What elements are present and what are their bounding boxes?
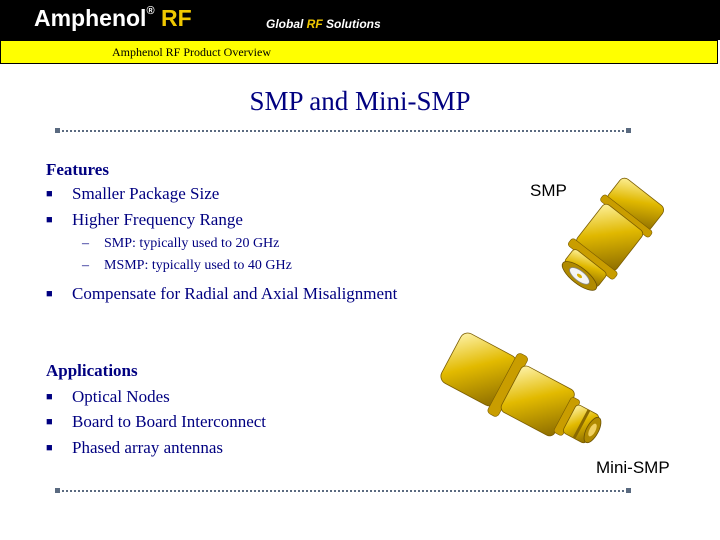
brand-name: Amphenol (34, 5, 147, 31)
dash-bullet-icon: – (82, 258, 89, 273)
feature-item-3: Compensate for Radial and Axial Misalignment (72, 284, 398, 303)
application-item-2: Board to Board Interconnect (72, 412, 267, 431)
square-bullet-icon: ■ (46, 442, 53, 454)
features-heading: Features (46, 160, 109, 179)
brand-logo (34, 5, 192, 32)
square-bullet-icon: ■ (46, 188, 53, 200)
top-divider (58, 130, 628, 132)
tagline-rf: RF (306, 17, 323, 31)
application-item-3: Phased array antennas (72, 438, 224, 457)
tagline-suffix: Solutions (322, 17, 381, 31)
tagline-prefix: Global (266, 17, 307, 31)
feature-subitem-1: SMP: typically used to 20 GHz (104, 236, 280, 251)
square-bullet-icon: ■ (46, 214, 53, 226)
smp-connector-image (540, 180, 670, 300)
mini-smp-connector-image (436, 346, 616, 466)
tagline (266, 17, 381, 31)
application-item-1: Optical Nodes (72, 387, 170, 406)
applications-heading: Applications (46, 361, 138, 380)
subheader-text: Amphenol RF Product Overview (112, 45, 271, 59)
subheader-band (0, 40, 718, 64)
feature-item-1: Smaller Package Size (72, 184, 220, 203)
bottom-divider (58, 490, 628, 492)
feature-subitem-2: MSMP: typically used to 40 GHz (104, 258, 292, 273)
square-bullet-icon: ■ (46, 391, 53, 403)
header-bar (0, 0, 720, 40)
square-bullet-icon: ■ (46, 288, 53, 300)
registered-mark: ® (146, 5, 155, 18)
square-bullet-icon: ■ (46, 416, 53, 428)
brand-suffix: RF (160, 5, 192, 31)
feature-item-2: Higher Frequency Range (72, 210, 243, 229)
slide-title: SMP and Mini-SMP (249, 86, 471, 116)
dash-bullet-icon: – (82, 236, 89, 251)
mini-smp-caption: Mini-SMP (596, 458, 670, 477)
smp-caption: SMP (530, 181, 567, 200)
